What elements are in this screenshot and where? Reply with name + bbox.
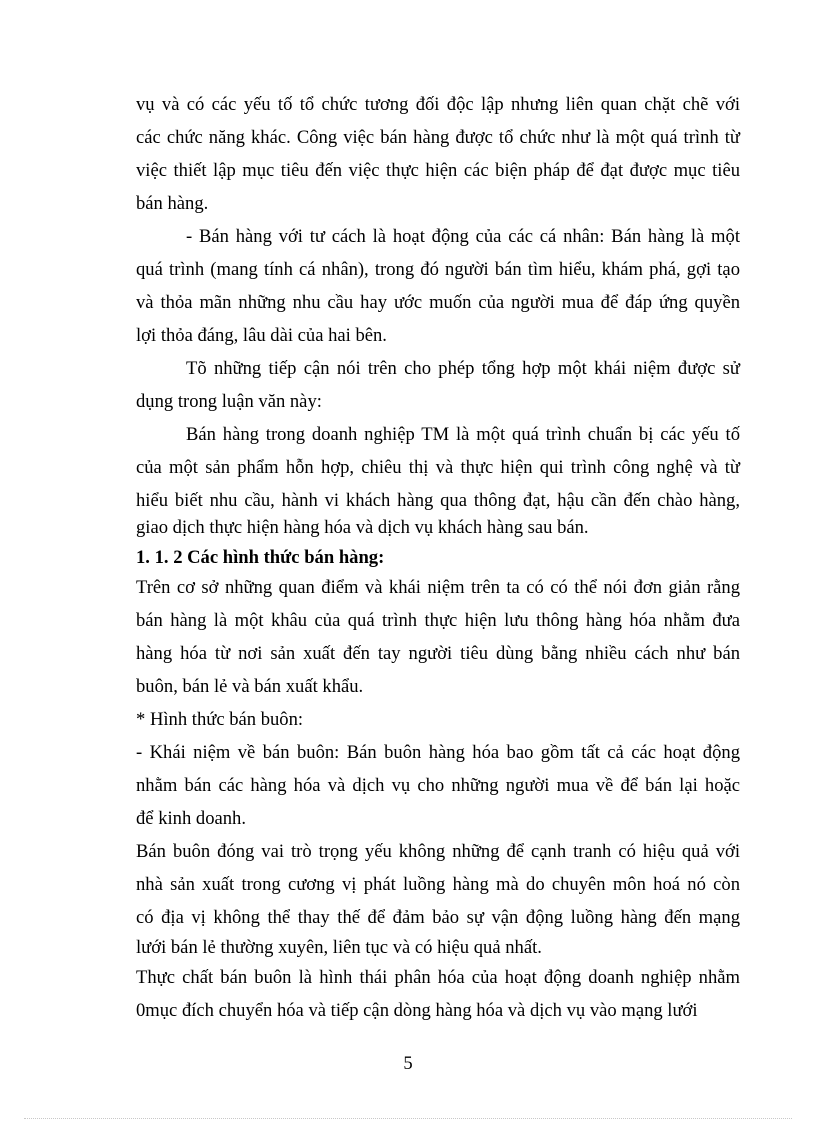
text-line: việc thiết lập mục tiêu đến việc thực hiện các biện pháp để đạt được mục tiêu [136, 160, 740, 181]
text-line: Thực chất bán buôn là hình thái phân hóa của hoạt động doanh nghiệp nhằm [136, 967, 740, 988]
text-line: của một sản phẩm hỗn hợp, chiêu thị và thực hiện qui trình công nghệ và từ [136, 457, 740, 478]
text-line: quá trình (mang tính cá nhân), trong đó người bán tìm hiểu, khám phá, gợi tạo [136, 259, 740, 280]
text-line: dụng trong luận văn này: [136, 391, 322, 412]
text-line: Bán hàng trong doanh nghiệp TM là một quá trình chuẩn bị các yếu tố [186, 424, 740, 445]
text-line: nhà sản xuất trong cương vị phát luồng hàng mà do chuyên môn hoá nó còn [136, 874, 740, 895]
text-line: buôn, bán lẻ và bán xuất khẩu. [136, 676, 364, 697]
text-line: bán hàng. [136, 193, 209, 214]
text-line: Bán buôn đóng vai trò trọng yếu không những để cạnh tranh có hiệu quả với [136, 841, 740, 862]
text-line: hàng hóa từ nơi sản xuất đến tay người tiêu dùng bằng nhiều cách như bán [136, 643, 740, 664]
page-number: 5 [403, 1053, 413, 1074]
text-line: để kinh doanh. [136, 808, 246, 829]
text-line: các chức năng khác. Công việc bán hàng được tổ chức như là một quá trình từ [136, 127, 740, 148]
text-line: bán hàng là một khâu của quá trình thực hiện lưu thông hàng hóa nhằm đưa [136, 610, 740, 631]
text-line: Trên cơ sở những quan điểm và khái niệm trên ta có có thể nói đơn giản rằng [136, 577, 740, 598]
text-line: * Hình thức bán buôn: [136, 709, 304, 730]
text-line: nhằm bán các hàng hóa và dịch vụ cho những người mua về để bán lại hoặc [136, 775, 740, 796]
text-line: và thỏa mãn những nhu cầu hay ước muốn của người mua để đáp ứng quyền [136, 292, 740, 313]
text-line: - Bán hàng với tư cách là hoạt động của các cá nhân: Bán hàng là một [186, 226, 740, 247]
text-line: hiểu biết nhu cầu, hành vi khách hàng qua thông đạt, hậu cần đến chào hàng, [136, 490, 740, 511]
text-line: vụ và có các yếu tố tổ chức tương đối độc lập nhưng liên quan chặt chẽ với [136, 94, 740, 115]
text-line: giao dịch thực hiện hàng hóa và dịch vụ khách hàng sau bán. [136, 517, 589, 538]
section-heading: 1. 1. 2 Các hình thức bán hàng: [136, 547, 385, 568]
text-line: có địa vị không thể thay thế để đảm bảo sự vận động luồng hàng đến mạng [136, 907, 740, 928]
text-line: Tõ những tiếp cận nói trên cho phép tổng hợp một khái niệm được sử [186, 358, 740, 379]
text-line: lợi thỏa đáng, lâu dài của hai bên. [136, 325, 387, 346]
page-bottom-divider [24, 1118, 792, 1119]
text-line: 0mục đích chuyển hóa và tiếp cận dòng hàng hóa và dịch vụ vào mạng lưới [136, 1000, 698, 1021]
text-line: - Khái niệm về bán buôn: Bán buôn hàng hóa bao gồm tất cả các hoạt động [136, 742, 740, 763]
text-line: lưới bán lẻ thường xuyên, liên tục và có hiệu quả nhất. [136, 937, 542, 958]
